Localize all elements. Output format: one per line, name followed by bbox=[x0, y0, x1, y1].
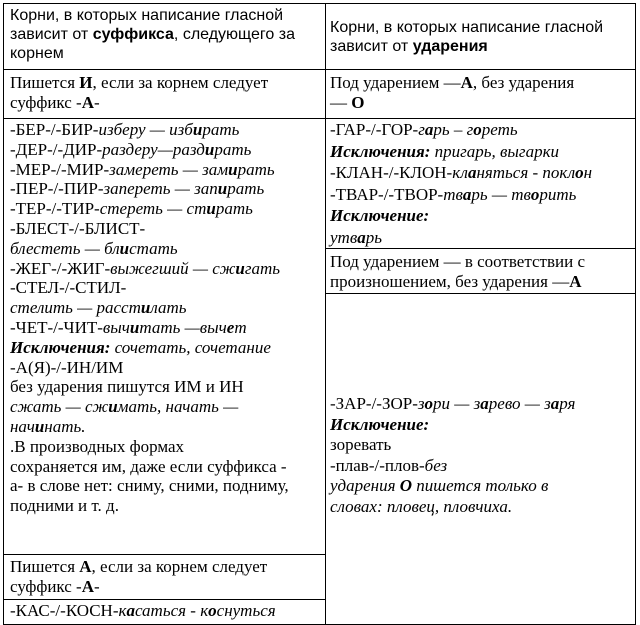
example-word: бл bbox=[104, 238, 120, 258]
example-word: рь bbox=[365, 227, 382, 247]
note-line bbox=[10, 476, 325, 496]
example-word: з bbox=[473, 394, 481, 413]
list-item bbox=[10, 120, 325, 140]
example-word: з bbox=[417, 394, 425, 413]
rule-letter: И bbox=[79, 73, 93, 92]
example-word: реть bbox=[481, 120, 518, 139]
dash: — bbox=[145, 120, 170, 139]
note-text: сохраняется им, даже если суффикса - bbox=[10, 456, 287, 476]
rule-text: , если за корнем следует bbox=[92, 73, 269, 92]
root-pair: -ЖЕГ-/-ЖИГ- bbox=[10, 258, 111, 278]
rule-text: Пишется bbox=[10, 73, 80, 92]
note-text: а- в слове нет: сниму, сними, подниму, bbox=[10, 476, 289, 496]
list-item bbox=[10, 377, 325, 397]
stressed-vowel: о bbox=[424, 394, 434, 413]
rule-letter: А bbox=[569, 272, 582, 291]
dash: — bbox=[520, 394, 545, 413]
list-item bbox=[10, 338, 325, 358]
example-word: запереть bbox=[103, 179, 171, 199]
root-pair: -ЧЕТ-/-ЧИТ- bbox=[10, 317, 103, 337]
example-word: нать. bbox=[44, 416, 86, 436]
exceptions-label: Исключения: bbox=[10, 337, 111, 357]
list-item bbox=[10, 140, 325, 160]
root-pair: -БЕР-/-БИР- bbox=[10, 120, 99, 139]
row-i-left-cell bbox=[3, 69, 326, 119]
example-word: выжегший bbox=[110, 258, 189, 278]
list-item bbox=[330, 394, 635, 415]
root-pair: -плав-/-плов- bbox=[330, 455, 425, 475]
stressed-vowel: и bbox=[140, 298, 151, 318]
example-word: стелить bbox=[10, 298, 73, 318]
list-item bbox=[330, 119, 635, 141]
note-text: подними и т. д. bbox=[10, 496, 119, 516]
example-word: саться bbox=[134, 601, 187, 620]
rule-text: - bbox=[94, 93, 100, 112]
list-item bbox=[330, 435, 635, 456]
header-left-text: , следующего за bbox=[173, 26, 295, 43]
list-item bbox=[10, 199, 325, 219]
row-o-right-cell bbox=[325, 69, 636, 119]
list-item bbox=[330, 497, 635, 518]
example-word: рь bbox=[471, 184, 488, 204]
note-line bbox=[10, 496, 325, 516]
stressed-vowel: и bbox=[228, 159, 238, 179]
example-word: выч bbox=[102, 317, 130, 337]
dash: — bbox=[162, 199, 187, 219]
header-left-cell bbox=[3, 3, 326, 70]
stressed-vowel: и bbox=[129, 317, 140, 337]
root-pair: -ГАР-/-ГОР- bbox=[330, 120, 419, 139]
rule-text: ударения bbox=[330, 476, 400, 495]
example-word: утв bbox=[330, 227, 358, 247]
header-right-text: зависит от bbox=[330, 38, 413, 55]
example-word: зап bbox=[194, 179, 218, 199]
rule-text: Пишется bbox=[10, 557, 80, 576]
example-word: з bbox=[544, 394, 551, 413]
rule-text: без bbox=[424, 455, 448, 475]
example-word: рать bbox=[227, 179, 265, 199]
stressed-vowel: а bbox=[357, 227, 366, 247]
list-a-cell bbox=[3, 599, 326, 625]
dash: — bbox=[72, 298, 97, 318]
example-word: тать bbox=[139, 317, 181, 337]
example-word: ря bbox=[559, 394, 576, 413]
example-word: няться bbox=[476, 163, 529, 182]
rule-letter: А bbox=[79, 557, 92, 576]
example-word: рать bbox=[215, 199, 253, 219]
list-item bbox=[10, 358, 325, 378]
root-pair: -ТЕР-/-ТИР- bbox=[10, 199, 100, 219]
example-word: н bbox=[583, 163, 593, 182]
rule-letter: О bbox=[399, 476, 413, 495]
rule-text: пишется только в bbox=[412, 476, 549, 495]
header-left-keyword: суффикса bbox=[92, 26, 174, 43]
dash: — bbox=[450, 394, 474, 413]
exceptions-text: зоревать bbox=[330, 435, 392, 454]
example-word: к bbox=[118, 601, 127, 620]
rule-text: без ударения пишутся ИМ и ИН bbox=[10, 377, 244, 397]
rule-text: , если за корнем следует bbox=[91, 557, 268, 576]
rule-text: произношением, без ударения — bbox=[330, 272, 570, 291]
stressed-vowel: и bbox=[34, 416, 45, 436]
stressed-vowel: о bbox=[473, 120, 482, 139]
stressed-vowel: и bbox=[235, 258, 245, 278]
note-text: .В производных формах bbox=[10, 436, 185, 456]
dash: — bbox=[188, 258, 213, 278]
example-word: нач bbox=[10, 416, 35, 436]
example-word: изб bbox=[169, 120, 193, 139]
list-i-cell bbox=[3, 118, 326, 555]
dash: — bbox=[80, 238, 105, 258]
example-word: тв bbox=[511, 184, 531, 204]
list-zar-cell bbox=[325, 293, 636, 625]
example-word: лать bbox=[150, 298, 187, 318]
example-word: рить bbox=[539, 184, 577, 204]
header-left-text: зависит от bbox=[10, 26, 93, 43]
example-word: сжать — сж bbox=[10, 397, 109, 417]
rule-text: словах: пловец, пловчиха. bbox=[330, 496, 513, 516]
example-word: ст bbox=[186, 199, 207, 219]
example-word: стереть bbox=[99, 199, 163, 219]
root-pair: -ЗАР-/-ЗОР- bbox=[330, 394, 418, 413]
root-pair: -А(Я)-/-ИН/ИМ bbox=[10, 357, 124, 377]
list-item bbox=[330, 141, 635, 163]
example-word: рать bbox=[214, 139, 252, 159]
list-item bbox=[330, 184, 635, 206]
example-word: выч bbox=[199, 317, 227, 337]
header-right-keyword: ударения bbox=[412, 38, 488, 55]
list-item bbox=[10, 601, 325, 621]
row-a-left-cell bbox=[3, 554, 326, 600]
list-item bbox=[10, 397, 325, 417]
root-pair: -КАС-/-КОСН- bbox=[10, 601, 119, 620]
list-item bbox=[330, 476, 635, 497]
root-pair: -БЛЕСТ-/-БЛИСТ- bbox=[10, 218, 146, 238]
dash: – bbox=[449, 120, 467, 139]
exceptions-text: сочетать, сочетание bbox=[110, 337, 271, 357]
example-word: г bbox=[466, 120, 474, 139]
list-item bbox=[330, 415, 635, 436]
example-word: тв bbox=[443, 184, 463, 204]
header-left-line: Корни, в которых написание гласной bbox=[10, 7, 284, 24]
list-item bbox=[10, 278, 325, 298]
list-item bbox=[330, 227, 635, 249]
dash: — bbox=[180, 317, 200, 337]
example-word: рать bbox=[202, 120, 240, 139]
header-right-cell bbox=[325, 3, 636, 70]
list-item bbox=[10, 179, 325, 199]
stressed-vowel: а bbox=[550, 394, 560, 413]
rule-text: , без ударения bbox=[472, 73, 575, 92]
root-pair: -ПЕР-/-ПИР- bbox=[10, 179, 104, 199]
stressed-vowel: о bbox=[530, 184, 540, 204]
stressed-vowel: о bbox=[575, 163, 584, 182]
list-item bbox=[330, 205, 635, 227]
stressed-vowel: о bbox=[208, 601, 217, 620]
root-pair: -СТЕЛ-/-СТИЛ- bbox=[10, 278, 127, 298]
example-word: т bbox=[234, 317, 247, 337]
list-item bbox=[10, 219, 325, 239]
dash: - bbox=[186, 601, 201, 620]
root-pair: -ТВАР-/-ТВОР- bbox=[330, 184, 444, 204]
example-word: покл bbox=[542, 163, 576, 182]
root-pair: -МЕР-/-МИР- bbox=[10, 159, 110, 179]
example-word: гать bbox=[244, 258, 281, 278]
root-pair: -КЛАН-/-КЛОН- bbox=[330, 163, 453, 182]
example-word: снуться bbox=[216, 601, 276, 620]
rule-text: - bbox=[94, 577, 100, 596]
list-item bbox=[10, 160, 325, 180]
example-word: раздеру bbox=[102, 139, 158, 159]
list-item bbox=[10, 259, 325, 279]
list-item bbox=[10, 239, 325, 259]
stressed-vowel: а bbox=[467, 163, 477, 182]
example-word: рь bbox=[433, 120, 450, 139]
list-item bbox=[10, 417, 325, 437]
dash: - bbox=[528, 163, 543, 182]
rule-text: — bbox=[330, 93, 352, 112]
rule-text: суффикс - bbox=[10, 93, 82, 112]
dash: — bbox=[157, 139, 173, 159]
rule-letter: А bbox=[81, 93, 94, 112]
row-a-right-cell bbox=[325, 248, 636, 294]
dash: — bbox=[487, 184, 512, 204]
example-word: стать bbox=[129, 238, 178, 258]
example-word: г bbox=[418, 120, 425, 139]
stressed-vowel: и bbox=[119, 238, 130, 258]
stressed-vowel: и bbox=[206, 199, 216, 219]
rule-text: суффикс - bbox=[10, 577, 82, 596]
exceptions-text: пригарь, выгарки bbox=[430, 141, 560, 161]
example-word: ри bbox=[433, 394, 451, 413]
stressed-vowel: а bbox=[424, 120, 434, 139]
dash: — bbox=[170, 179, 195, 199]
example-word: замереть bbox=[109, 159, 179, 179]
example-word: рать bbox=[237, 159, 275, 179]
list-o-cell bbox=[325, 118, 636, 249]
rule-letter: О bbox=[351, 93, 365, 112]
note-line bbox=[10, 457, 325, 477]
list-item bbox=[10, 298, 325, 318]
exceptions-label: Исключения: bbox=[330, 141, 431, 161]
example-word: сж bbox=[212, 258, 236, 278]
rule-letter: А bbox=[81, 577, 94, 596]
exceptions-label: Исключение: bbox=[330, 206, 430, 225]
list-item bbox=[10, 318, 325, 338]
stressed-vowel: и bbox=[192, 120, 203, 139]
list-item bbox=[330, 456, 635, 477]
header-left-line: корнем bbox=[10, 45, 64, 62]
stressed-vowel: и bbox=[217, 179, 228, 199]
example-word: кл bbox=[452, 163, 468, 182]
example-word: зам bbox=[202, 159, 229, 179]
exceptions-label: Исключение: bbox=[330, 414, 430, 434]
stressed-vowel: а bbox=[462, 184, 472, 204]
stressed-vowel: а bbox=[480, 394, 489, 413]
note-line bbox=[10, 437, 325, 457]
root-pair: -ДЕР-/-ДИР- bbox=[10, 139, 103, 159]
example-word: к bbox=[200, 601, 209, 620]
rule-letter: А bbox=[460, 73, 473, 92]
stressed-vowel: и bbox=[108, 397, 118, 417]
example-word: блестеть bbox=[10, 238, 81, 258]
rule-text: Под ударением — bbox=[330, 73, 461, 92]
stressed-vowel: и bbox=[204, 139, 215, 159]
rule-text: Под ударением — в соответствии с bbox=[330, 252, 585, 271]
dash: — bbox=[178, 159, 203, 179]
example-word: разд bbox=[172, 139, 205, 159]
example-word: изберу bbox=[98, 120, 146, 139]
example-word: мать, начать — bbox=[117, 397, 239, 417]
header-right-line: Корни, в которых написание гласной bbox=[330, 19, 604, 36]
list-item bbox=[330, 162, 635, 184]
stressed-vowel: е bbox=[226, 317, 235, 337]
example-word: рево bbox=[488, 394, 521, 413]
example-word: расст bbox=[96, 298, 141, 318]
stressed-vowel: а bbox=[126, 601, 135, 620]
